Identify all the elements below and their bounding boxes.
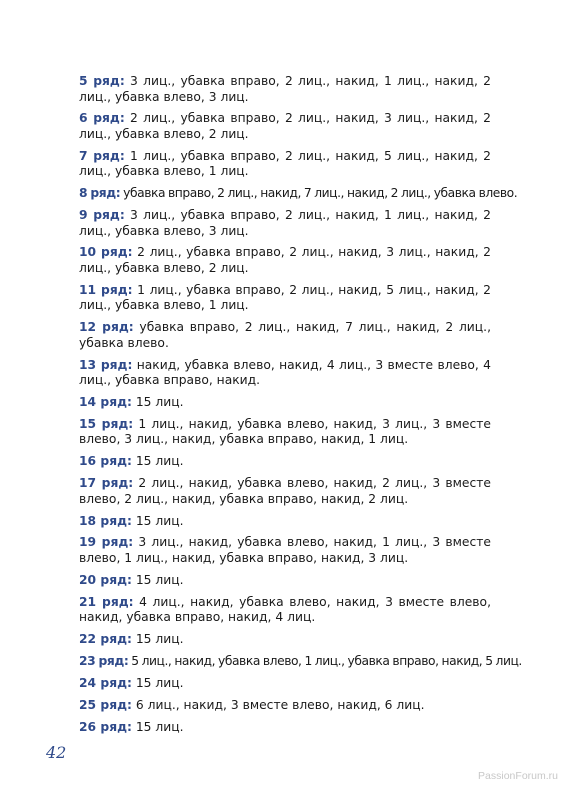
- row-text: убавка вправо, 2 лиц., накид, 7 лиц., накид, 2 лиц., убавка влево.: [120, 186, 518, 201]
- row-label: 5 ряд:: [79, 74, 125, 88]
- row-15: [79, 417, 491, 448]
- row-label: 21 ряд:: [79, 594, 134, 609]
- row-19: [79, 535, 491, 566]
- row-14: [79, 395, 491, 411]
- row-8: [79, 186, 518, 202]
- row-label: 19 ряд:: [79, 535, 134, 550]
- row-label: 12 ряд:: [79, 320, 134, 335]
- row-label: 25 ряд:: [79, 697, 132, 712]
- row-label: 17 ряд:: [79, 476, 134, 491]
- row-label: 23 ряд:: [79, 654, 129, 669]
- row-label: 26 ряд:: [79, 719, 132, 734]
- row-20: [79, 573, 491, 589]
- row-text: 15 лиц.: [131, 513, 184, 528]
- row-label: 20 ряд:: [79, 572, 132, 587]
- row-text: 2 лиц., убавка вправо, 2 лиц., накид, 3 лиц., накид, 2 лиц., убавка влево, 2 лиц.: [79, 111, 491, 141]
- row-text: накид, убавка влево, накид, 4 лиц., 3 вместе влево, 4 лиц., убавка вправо, накид.: [79, 357, 491, 388]
- row-label: 9 ряд:: [79, 208, 125, 223]
- row-18: [79, 514, 491, 530]
- row-10: [79, 245, 491, 276]
- row-label: 11 ряд:: [79, 282, 133, 297]
- row-24: [79, 676, 491, 692]
- row-text: 1 лиц., накид, убавка влево, накид, 3 лиц., 3 вместе влево, 3 лиц., накид, убавка вправо, накид, 1 лиц.: [79, 416, 491, 447]
- row-text: 3 лиц., убавка вправо, 2 лиц., накид, 1 лиц., накид, 2 лиц., убавка влево, 3 лиц.: [79, 208, 491, 238]
- row-text: 1 лиц., убавка вправо, 2 лиц., накид, 5 лиц., накид, 2 лиц., убавка влево, 1 лиц.: [79, 282, 491, 313]
- row-text: 4 лиц., накид, убавка влево, накид, 3 вместе влево, накид, убавка вправо, накид, 4 лиц.: [79, 594, 491, 625]
- row-label: 18 ряд:: [79, 513, 132, 528]
- row-label: 14 ряд:: [79, 395, 132, 410]
- row-26: [79, 720, 491, 736]
- row-label: 13 ряд:: [79, 357, 133, 372]
- row-13: [79, 358, 491, 389]
- row-label: 22 ряд:: [79, 632, 132, 647]
- row-text: 6 лиц., накид, 3 вместе влево, накид, 6 лиц.: [131, 697, 425, 712]
- watermark: PassionForum.ru: [478, 770, 558, 782]
- row-21: [79, 595, 491, 626]
- row-text: 15 лиц.: [131, 454, 184, 469]
- row-label: 15 ряд:: [79, 416, 134, 431]
- row-text: 15 лиц.: [131, 632, 184, 647]
- row-6: [79, 111, 491, 142]
- row-text: 5 лиц., накид, убавка влево, 1 лиц., убавка вправо, накид, 5 лиц.: [128, 654, 522, 669]
- row-text: 15 лиц.: [131, 572, 184, 587]
- instructions-list: [79, 74, 522, 742]
- page-number: 42: [46, 743, 67, 762]
- row-text: 3 лиц., накид, убавка влево, накид, 1 лиц., 3 вместе влево, 1 лиц., накид, убавка вправо, накид, 3 лиц.: [79, 535, 491, 565]
- row-text: 15 лиц.: [131, 395, 184, 410]
- row-16: [79, 454, 491, 470]
- row-label: 6 ряд:: [79, 111, 125, 126]
- row-9: [79, 208, 491, 239]
- row-5: [79, 74, 491, 105]
- row-22: [79, 632, 491, 648]
- row-11: [79, 283, 491, 314]
- row-17: [79, 476, 491, 507]
- row-text: 2 лиц., накид, убавка влево, накид, 2 лиц., 3 вместе влево, 2 лиц., накид, убавка вправо, накид, 2 лиц.: [79, 476, 491, 506]
- row-text: 1 лиц., убавка вправо, 2 лиц., накид, 5 лиц., накид, 2 лиц., убавка влево, 1 лиц.: [79, 148, 491, 179]
- row-text: 15 лиц.: [131, 719, 184, 734]
- row-label: 8 ряд:: [79, 186, 121, 201]
- row-7: [79, 149, 491, 180]
- row-12: [79, 320, 491, 351]
- row-text: 15 лиц.: [131, 675, 184, 690]
- row-label: 7 ряд:: [79, 148, 125, 163]
- row-23: [79, 654, 522, 670]
- row-label: 16 ряд:: [79, 454, 132, 469]
- row-label: 10 ряд:: [79, 245, 133, 260]
- row-text: 2 лиц., убавка вправо, 2 лиц., накид, 3 лиц., накид, 2 лиц., убавка влево, 2 лиц.: [79, 245, 491, 275]
- row-label: 24 ряд:: [79, 675, 132, 690]
- row-text: 3 лиц., убавка вправо, 2 лиц., накид, 1 лиц., накид, 2 лиц., убавка влево, 3 лиц.: [79, 74, 491, 104]
- row-25: [79, 698, 491, 714]
- row-text: убавка вправо, 2 лиц., накид, 7 лиц., накид, 2 лиц., убавка влево.: [79, 320, 491, 350]
